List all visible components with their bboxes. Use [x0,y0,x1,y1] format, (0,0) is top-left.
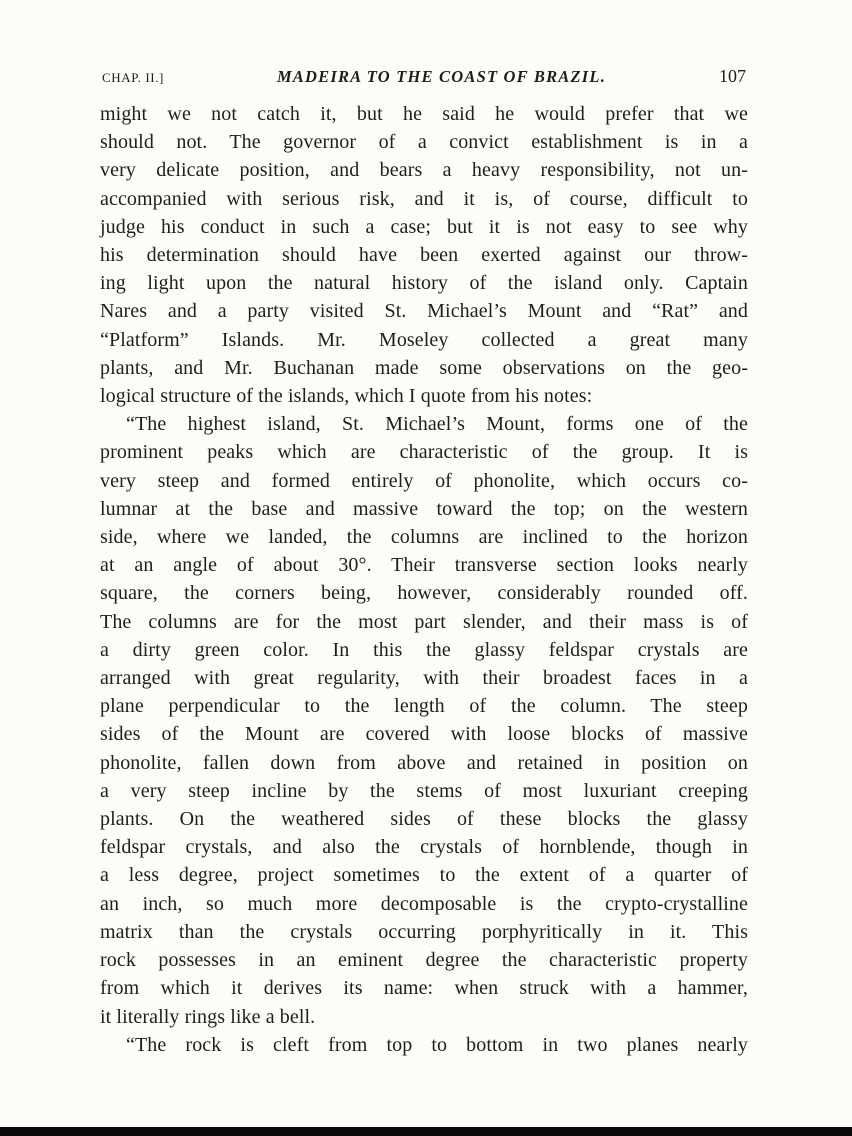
text-line: square, the corners being, however, considerably rounded off. [100,582,748,605]
text-line: phonolite, fallen down from above and retained in position on [100,751,748,774]
bottom-scan-edge [0,1127,852,1136]
text-line: logical structure of the islands, which I quote from his notes: [100,385,593,408]
running-head [102,66,746,87]
text-line: might we not catch it, but he said he would prefer that we [100,103,748,125]
text-line: plants. On the weathered sides of these blocks the glassy [100,808,748,831]
text-line: accompanied with serious risk, and it is, of course, difficult to [100,187,748,210]
text-line: a less degree, project sometimes to the extent of a quarter of [100,864,748,887]
text-line: a very steep incline by the stems of most luxuriant creeping [100,779,748,802]
text-line: “The rock is cleft from top to bottom in two planes nearly [126,1033,748,1056]
text-line: matrix than the crystals occurring porphyritically in it. This [100,920,748,943]
text-line: plane perpendicular to the length of the column. The steep [100,695,748,718]
text-line: “Platform” Islands. Mr. Moseley collected a great many [100,328,748,351]
text-line: from which it derives its name: when struck with a hammer, [100,977,748,1000]
page-number: 107 [719,66,746,86]
text-line: judge his conduct in such a case; but it is not easy to see why [100,215,748,238]
running-title: MADEIRA TO THE COAST OF BRAZIL. [276,67,607,86]
text-line: arranged with great regularity, with their broadest faces in a [100,667,748,690]
text-line: The columns are for the most part slender, and their mass is of [100,610,748,633]
text-line: Nares and a party visited St. Michael’s Mount and “Rat” and [100,300,748,323]
text-line: sides of the Mount are covered with loose blocks of massive [100,723,748,746]
text-line: rock possesses in an eminent degree the characteristic property [100,949,748,972]
text-line: should not. The governor of a convict establishment is in a [100,131,748,154]
text-line: feldspar crystals, and also the crystals of hornblende, though in [100,836,748,859]
text-line: an inch, so much more decomposable is the crypto-crystalline [100,892,748,915]
text-line: very delicate position, and bears a heavy responsibility, not un- [100,159,748,182]
text-line: at an angle of about 30°. Their transverse section looks nearly [100,554,748,577]
text-block [100,100,748,1059]
text-line: lumnar at the base and massive toward the top; on the western [100,497,748,520]
text-line: “The highest island, St. Michael’s Mount, forms one of the [126,413,748,436]
text-line: a dirty green color. In this the glassy feldspar crystals are [100,638,748,661]
text-line: prominent peaks which are characteristic of the group. It is [100,441,748,464]
text-line: it literally rings like a bell. [100,1005,316,1028]
text-line: very steep and formed entirely of phonolite, which occurs co- [100,469,748,492]
text-line: ing light upon the natural history of the island only. Captain [100,272,748,295]
text-line: plants, and Mr. Buchanan made some observations on the geo- [100,356,748,379]
text-line: his determination should have been exerted against our throw- [100,244,748,267]
text-line: side, where we landed, the columns are inclined to the horizon [100,526,748,549]
chapter-label: CHAP. II.] [102,70,164,85]
